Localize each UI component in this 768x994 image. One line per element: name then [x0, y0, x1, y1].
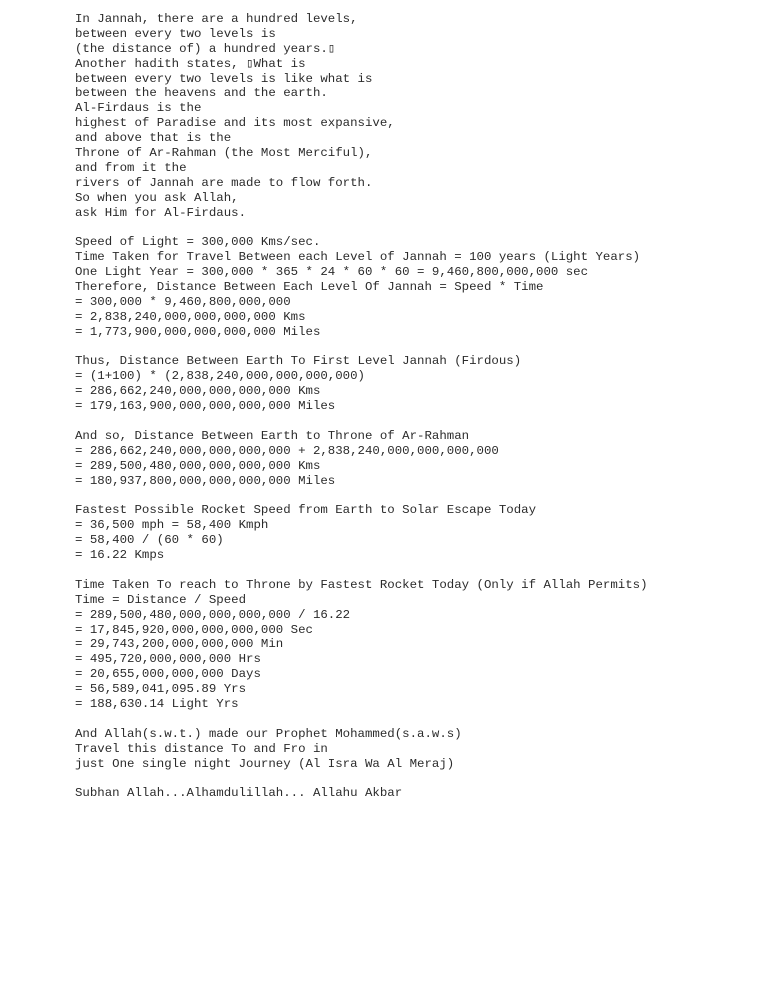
text-line: between every two levels is like what is: [75, 71, 373, 86]
paragraph: [75, 727, 755, 772]
paragraph: [75, 354, 755, 414]
text-line: = 179,163,900,000,000,000,000 Miles: [75, 399, 336, 414]
text-line: Fastest Possible Rocket Speed from Earth to Solar Escape Today: [75, 503, 537, 518]
text-line: between the heavens and the earth.: [75, 86, 328, 101]
text-line: and from it the: [75, 160, 187, 175]
text-line: In Jannah, there are a hundred levels,: [75, 12, 358, 26]
paragraph: [75, 786, 755, 801]
text-line: ask Him for Al-Firdaus.: [75, 205, 247, 220]
text-line: Another hadith states, ▯What is: [75, 56, 306, 71]
text-line: = 495,720,000,000,000 Hrs: [75, 652, 261, 667]
paragraph: [75, 235, 755, 339]
text-line: = 289,500,480,000,000,000,000 / 16.22: [75, 607, 351, 622]
text-line: Speed of Light = 300,000 Kms/sec.: [75, 235, 321, 250]
paragraph-spacer: [75, 771, 755, 786]
paragraph: [75, 12, 755, 220]
paragraph-spacer: [75, 414, 755, 429]
paragraph: [75, 503, 755, 563]
text-line: = 29,743,200,000,000,000 Min: [75, 637, 284, 652]
text-line: So when you ask Allah,: [75, 190, 239, 205]
text-line: One Light Year = 300,000 * 365 * 24 * 60 * 60 = 9,460,800,000,000 sec: [75, 265, 589, 280]
text-line: = 1,773,900,000,000,000,000 Miles: [75, 324, 321, 339]
text-line: = 300,000 * 9,460,800,000,000: [75, 294, 291, 309]
text-line: = 20,655,000,000,000 Days: [75, 667, 261, 682]
text-line: Time = Distance / Speed: [75, 592, 247, 607]
text-line: = (1+100) * (2,838,240,000,000,000,000): [75, 369, 365, 384]
paragraph-spacer: [75, 712, 755, 727]
text-line: = 180,937,800,000,000,000,000 Miles: [75, 473, 336, 488]
paragraph: [75, 429, 755, 489]
text-line: just One single night Journey (Al Isra Wa Al Meraj): [75, 756, 455, 771]
text-line: = 17,845,920,000,000,000,000 Sec: [75, 622, 313, 637]
text-line: and above that is the: [75, 131, 232, 146]
paragraph: [75, 578, 755, 712]
text-line: Time Taken for Travel Between each Level of Jannah = 100 years (Light Years): [75, 250, 641, 265]
text-line: = 16.22 Kmps: [75, 548, 165, 563]
text-line: Al-Firdaus is the: [75, 101, 202, 116]
text-line: rivers of Jannah are made to flow forth.: [75, 175, 373, 190]
text-line: And Allah(s.w.t.) made our Prophet Mohammed(s.a.w.s): [75, 726, 462, 741]
text-line: highest of Paradise and its most expansive,: [75, 116, 395, 131]
paragraph-spacer: [75, 489, 755, 504]
paragraph-spacer: [75, 220, 755, 235]
document-page: [75, 12, 755, 801]
text-line: = 2,838,240,000,000,000,000 Kms: [75, 309, 306, 324]
text-line: Time Taken To reach to Throne by Fastest Rocket Today (Only if Allah Permits): [75, 577, 648, 592]
text-line: Throne of Ar-Rahman (the Most Merciful),: [75, 146, 373, 161]
text-line: = 289,500,480,000,000,000,000 Kms: [75, 458, 321, 473]
text-line: Thus, Distance Between Earth To First Level Jannah (Firdous): [75, 354, 522, 369]
text-line: = 36,500 mph = 58,400 Kmph: [75, 518, 269, 533]
text-line: Subhan Allah...Alhamdulillah... Allahu Akbar: [75, 786, 403, 801]
text-line: Therefore, Distance Between Each Level Of Jannah = Speed * Time: [75, 280, 544, 295]
text-line: = 188,630.14 Light Yrs: [75, 696, 239, 711]
text-line: Travel this distance To and Fro in: [75, 741, 328, 756]
text-line: = 286,662,240,000,000,000,000 + 2,838,240,000,000,000,000: [75, 443, 499, 458]
text-line: = 58,400 / (60 * 60): [75, 533, 224, 548]
paragraph-spacer: [75, 340, 755, 355]
text-line: (the distance of) a hundred years.▯: [75, 41, 336, 56]
text-line: between every two levels is: [75, 26, 276, 41]
paragraph-spacer: [75, 563, 755, 578]
text-line: = 56,589,041,095.89 Yrs: [75, 682, 247, 697]
text-line: And so, Distance Between Earth to Throne of Ar-Rahman: [75, 428, 470, 443]
text-line: = 286,662,240,000,000,000,000 Kms: [75, 384, 321, 399]
